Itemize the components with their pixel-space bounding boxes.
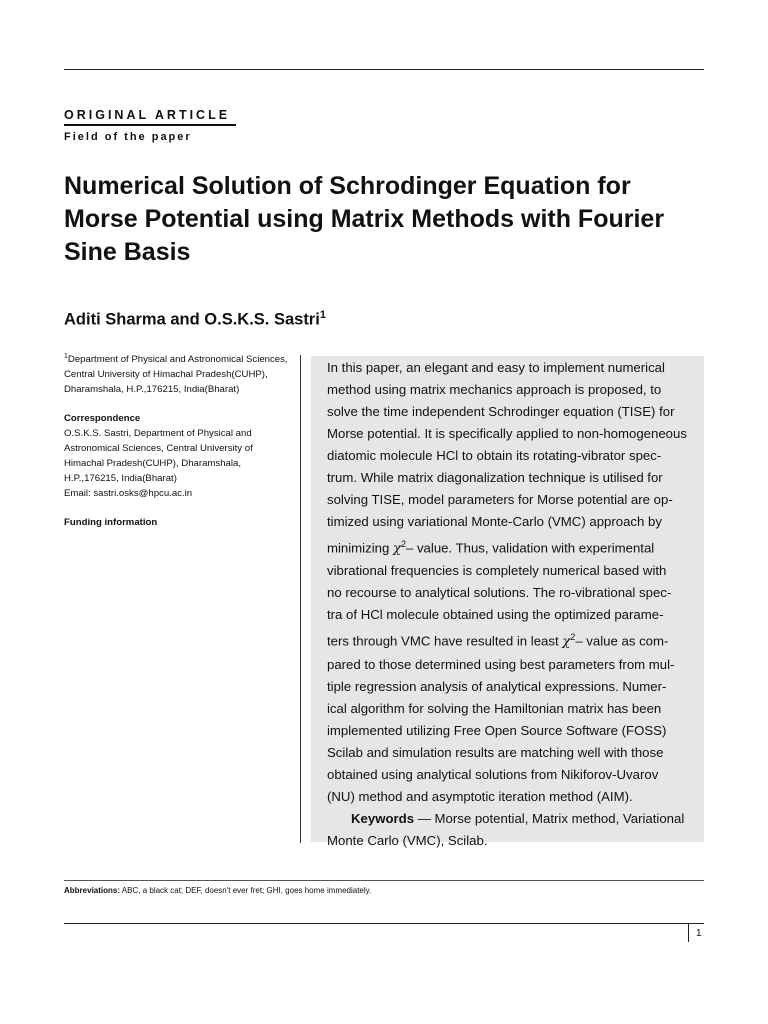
page-number: 1: [696, 928, 702, 939]
article-field-label: Field of the paper: [64, 131, 192, 143]
correspondence-heading: Correspondence: [64, 413, 141, 425]
chi-before: minimizing: [327, 540, 393, 556]
abstract-text: [327, 357, 707, 852]
abstract-line: Scilab and simulation results are matching well with those: [327, 744, 664, 760]
paper-title: Numerical Solution of Schrodinger Equation for Morse Potential using Matrix Methods with Fourier Sine Basis: [64, 172, 665, 266]
author-line: [64, 309, 326, 330]
left-sidebar: [64, 349, 290, 530]
abbreviations-footnote: [64, 886, 371, 895]
abstract-line: method using matrix mechanics approach is proposed, to: [327, 382, 662, 397]
affiliation-text: Department of Physical and Astronomical Sciences, Central University of Himachal Pradesh(CUHP), Dharamshala, H.P.,176215, India(Bharat): [64, 354, 288, 396]
affiliation-mark: 1: [64, 353, 68, 360]
abstract-line: diatomic molecule HCl to obtain its rotating-vibrator spec-: [327, 448, 662, 463]
affiliation: [64, 349, 290, 397]
article-type-label: ORIGINAL ARTICLE: [64, 108, 236, 126]
keywords-label: Keywords: [351, 810, 415, 826]
abstract-line: In this paper, an elegant and easy to implement numerical: [327, 360, 665, 375]
abstract-line: obtained using analytical solutions from Nikiforov-Uvarov: [327, 766, 659, 782]
chi-exponent: 2: [400, 539, 406, 549]
funding-heading: Funding information: [64, 517, 158, 529]
abstract-line: pared to those determined using best parameters from mul-: [327, 656, 675, 672]
abstract-line-chi: [327, 626, 707, 653]
keywords-text: — Morse potential, Matrix method, Variational: [414, 810, 685, 826]
abstract-box: [311, 356, 704, 848]
chi-symbol: χ: [392, 541, 401, 557]
abstract-line: vibrational frequencies is completely numerical based with: [327, 563, 667, 579]
column-divider: [300, 355, 301, 843]
abstract-line: Morse potential. It is specifically applied to non-homogeneous: [327, 426, 687, 441]
abstract-line: solving TISE, model parameters for Morse potential are op-: [327, 492, 673, 507]
top-rule: [64, 69, 704, 70]
abstract-line: tra of HCl molecule obtained using the optimized parame-: [327, 607, 664, 623]
keywords-line: [327, 808, 707, 830]
keywords-line-2: Monte Carlo (VMC), Scilab.: [327, 832, 488, 848]
author-names: Aditi Sharma and O.S.K.S. Sastri: [64, 310, 320, 329]
abstract-line-chi: [327, 533, 707, 560]
abbreviations-text: ABC, a black cat; DEF, doesn't ever fret; GHI, goes home immediately.: [120, 886, 372, 895]
abstract-line: ical algorithm for solving the Hamiltonian matrix has been: [327, 700, 662, 716]
abbreviations-rule: [64, 880, 704, 881]
chi-exponent: 2: [570, 632, 576, 643]
chi-after: – value as com-: [575, 633, 669, 649]
correspondence-text: O.S.K.S. Sastri, Department of Physical and Astronomical Sciences, Central University of Himachal Pradesh(CUHP), Dharamshala, H.P.,176215, India(Bharat): [64, 428, 253, 485]
correspondence-email: Email: sastri.osks@hpcu.ac.in: [64, 488, 193, 500]
abstract-line: no recourse to analytical solutions. The ro-vibrational spec-: [327, 585, 672, 601]
bottom-rule: [64, 923, 704, 924]
chi-symbol: χ: [562, 634, 571, 650]
chi-before: ters through VMC have resulted in least: [327, 633, 563, 649]
abbreviations-label: Abbreviations:: [64, 886, 121, 895]
abstract-line: implemented utilizing Free Open Source Software (FOSS): [327, 722, 667, 738]
page-number-divider: [688, 924, 689, 942]
chi-after: – value. Thus, validation with experimental: [405, 540, 655, 556]
abstract-line: trum. While matrix diagonalization technique is utilised for: [327, 470, 663, 485]
abstract-line: solve the time independent Schrodinger equation (TISE) for: [327, 404, 675, 419]
abstract-line: timized using variational Monte-Carlo (VMC) approach by: [327, 514, 662, 529]
author-affiliation-mark: 1: [319, 309, 326, 321]
abstract-line: tiple regression analysis of analytical expressions. Numer-: [327, 678, 667, 694]
abstract-line: (NU) method and asymptotic iteration method (AIM).: [327, 788, 633, 804]
